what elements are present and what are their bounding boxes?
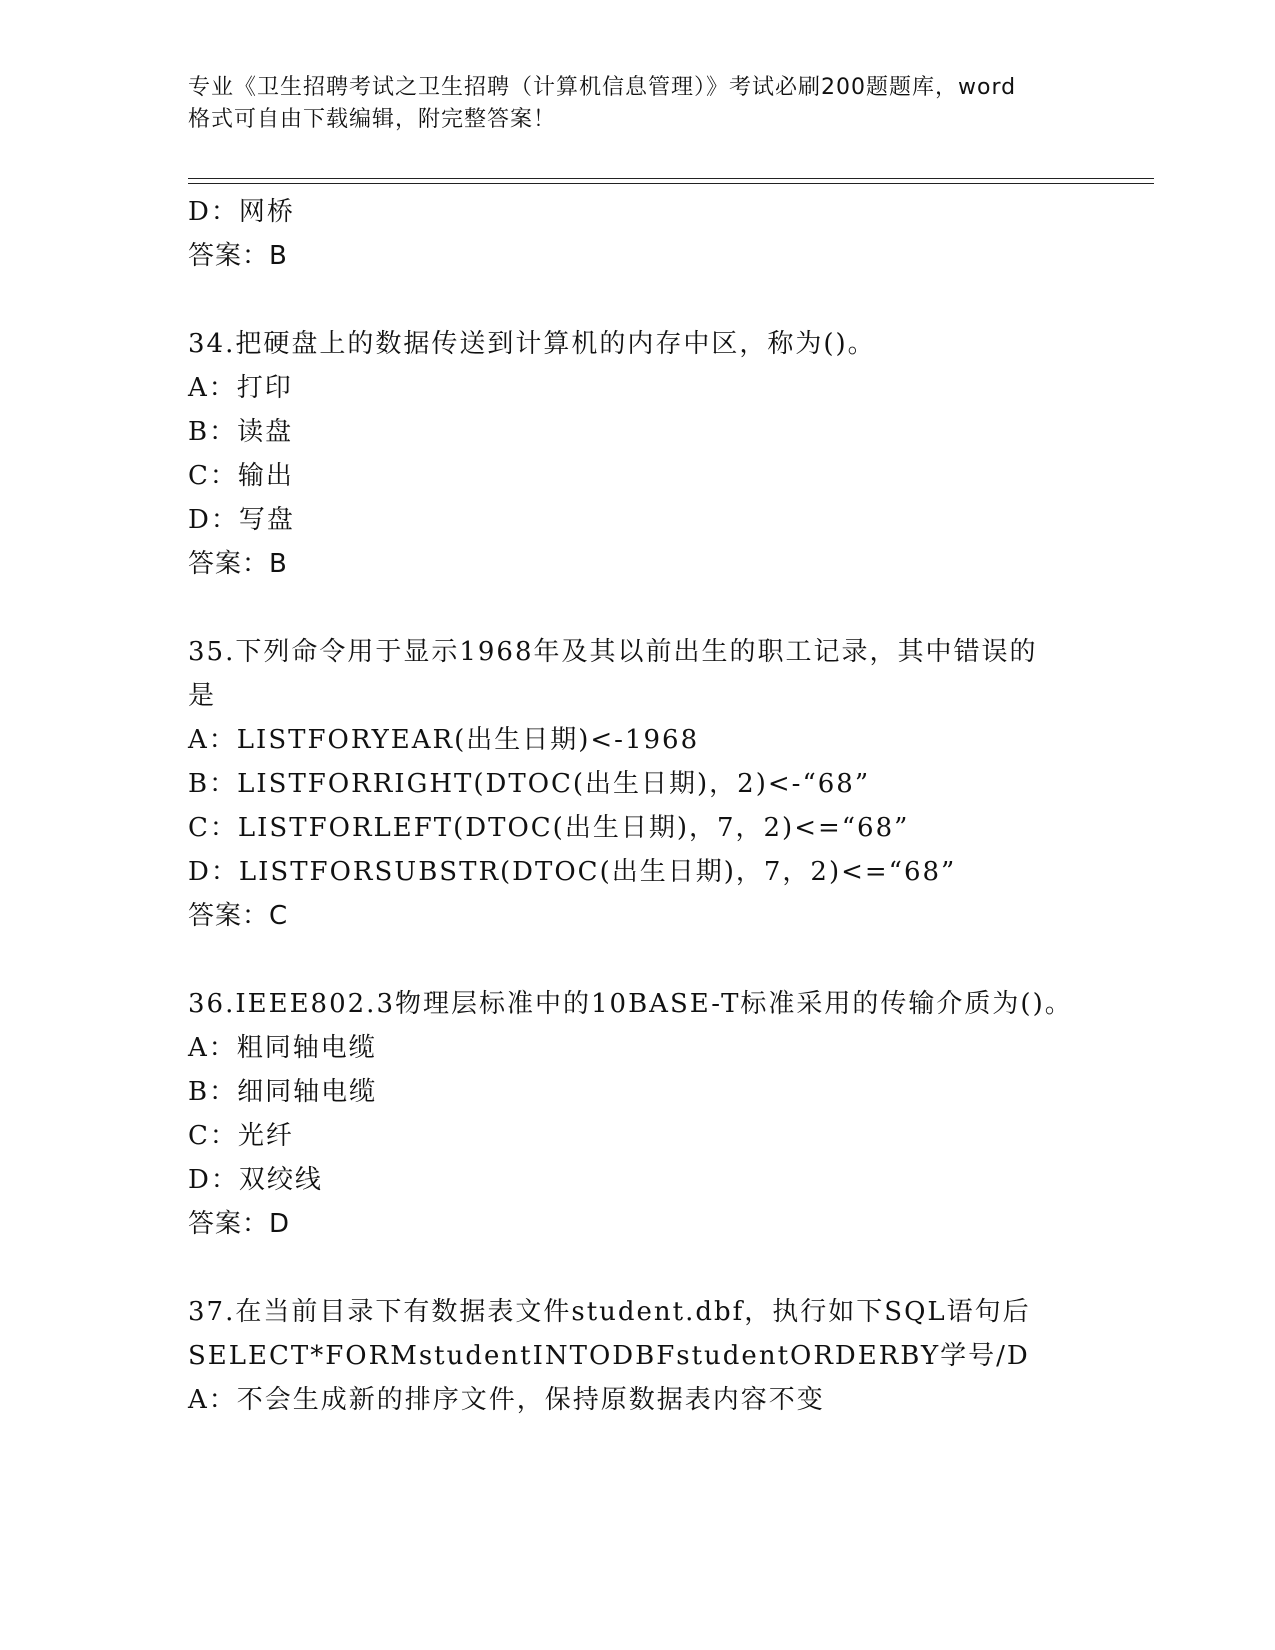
question-34-option-c: C：输出 — [188, 461, 294, 491]
spacer — [188, 278, 1088, 322]
question-34-stem: 34.把硬盘上的数据传送到计算机的内存中区，称为()。 — [188, 329, 876, 359]
header-line-1: 专业《卫生招聘考试之卫生招聘（计算机信息管理）》考试必刷200题题库，word — [188, 75, 1017, 100]
question-35-answer: 答案：C — [188, 901, 289, 931]
header-divider-bottom — [188, 183, 1154, 184]
question-36-option-b: B：细同轴电缆 — [188, 1077, 378, 1107]
prev-option-d: D：网桥 — [188, 197, 295, 227]
question-35-stem-line-1: 35.下列命令用于显示1968年及其以前出生的职工记录，其中错误的 — [188, 637, 1038, 667]
question-34-answer: 答案：B — [188, 549, 288, 579]
question-35-option-d: D：LISTFORSUBSTR(DTOC(出生日期)，7，2)<=“68” — [188, 857, 957, 887]
question-37-stem-line-1: 37.在当前目录下有数据表文件student.dbf，执行如下SQL语句后 — [188, 1297, 1031, 1327]
document-header — [188, 72, 1088, 136]
question-36 — [188, 982, 1088, 1246]
question-35 — [188, 630, 1088, 938]
prev-answer: 答案：B — [188, 241, 288, 271]
question-35-option-b: B：LISTFORRIGHT(DTOC(出生日期)，2)<-“68” — [188, 769, 871, 799]
header-divider-top — [188, 178, 1154, 179]
question-35-option-c: C：LISTFORLEFT(DTOC(出生日期)，7，2)<=“68” — [188, 813, 910, 843]
question-34 — [188, 322, 1088, 586]
question-35-stem-line-2: 是 — [188, 681, 217, 711]
question-36-option-d: D：双绞线 — [188, 1165, 323, 1195]
spacer — [188, 586, 1088, 630]
question-34-option-d: D：写盘 — [188, 505, 295, 535]
question-36-option-c: C：光纤 — [188, 1121, 294, 1151]
question-34-option-a: A：打印 — [188, 373, 293, 403]
question-34-option-b: B：读盘 — [188, 417, 294, 447]
header-line-2: 格式可自由下载编辑，附完整答案！ — [188, 107, 557, 132]
question-content — [188, 190, 1088, 1422]
question-36-stem: 36.IEEE802.3物理层标准中的10BASE-T标准采用的传输介质为()。 — [188, 989, 1073, 1019]
question-36-option-a: A：粗同轴电缆 — [188, 1033, 377, 1063]
spacer — [188, 938, 1088, 982]
question-36-answer: 答案：D — [188, 1209, 291, 1239]
spacer — [188, 1246, 1088, 1290]
question-37-option-a: A：不会生成新的排序文件，保持原数据表内容不变 — [188, 1385, 825, 1415]
question-35-option-a: A：LISTFORYEAR(出生日期)<-1968 — [188, 725, 700, 755]
question-37 — [188, 1290, 1088, 1422]
question-37-stem-line-2: SELECT*FORMstudentINTODBFstudentORDERBY学号/D — [188, 1341, 1030, 1371]
